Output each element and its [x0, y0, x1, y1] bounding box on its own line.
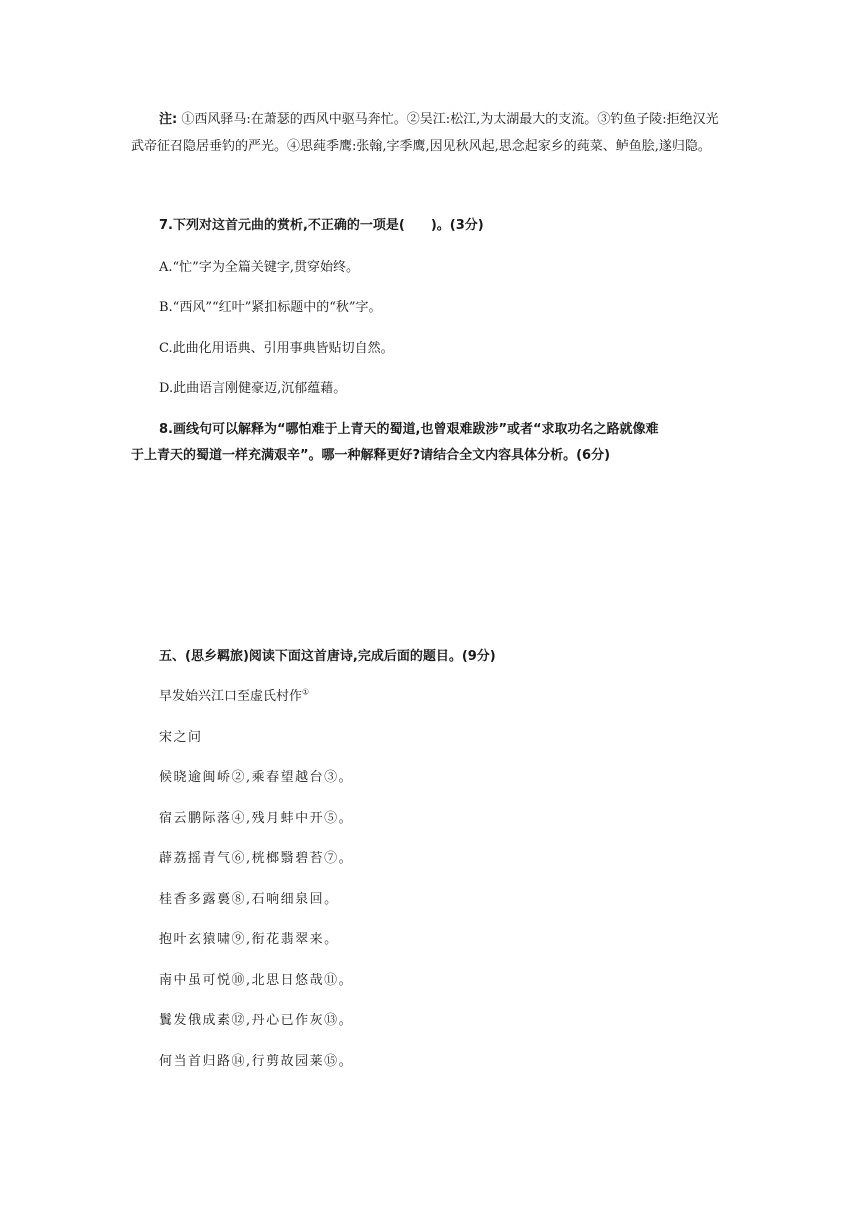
- q8-line-1: 8.画线句可以解释为“哪怕难于上青天的蜀道,也曾艰难跋涉”或者“求取功名之路就像难: [159, 422, 659, 437]
- note-text-1: ①西风驿马:在萧瑟的西风中驱马奔忙。②吴江:松江,为太湖最大的支流。③钓鱼子陵:拒绝汉光: [181, 112, 719, 127]
- poem-line-6: 南中虽可悦⑩,北思日悠哉⑪。: [159, 973, 354, 988]
- poem-line-2: 宿云鹏际落④,残月蚌中开⑤。: [159, 811, 354, 826]
- poem-author: 宋之问: [159, 730, 203, 745]
- poem-line-7: 鬒发俄成素⑫,丹心已作灰⑬。: [159, 1013, 354, 1028]
- poem-title-footnote-mark: ①: [302, 687, 310, 697]
- poem-line-4: 桂香多露裛⑧,石响细泉回。: [159, 892, 339, 907]
- note-label: 注:: [159, 112, 178, 127]
- q7-option-d: D.此曲语言刚健豪迈,沉郁蕴藉。: [159, 381, 347, 396]
- poem-line-3: 薜荔摇青气⑥,桄榔翳碧苔⑦。: [159, 851, 354, 866]
- poem-title-text: 早发始兴江口至虚氏村作: [159, 689, 303, 704]
- note-line-2: 武帝征召隐居垂钓的严光。④思莼季鹰:张翰,字季鹰,因见秋风起,思念起家乡的莼菜、鲈鱼脍,遂归隐。: [131, 139, 711, 154]
- q8-line-2: 于上青天的蜀道一样充满艰辛”。哪一种解释更好?请结合全文内容具体分析。(6分): [131, 448, 611, 463]
- q7-option-c: C.此曲化用语典、引用事典皆贴切自然。: [159, 341, 394, 356]
- note-line-1: [159, 110, 719, 130]
- poem-line-5: 抱叶玄猿啸⑨,衔花翡翠来。: [159, 932, 339, 947]
- poem-line-8: 何当首归路⑭,行剪故园莱⑮。: [159, 1054, 354, 1069]
- q7-option-a: A.“忙”字为全篇关键字,贯穿始终。: [159, 260, 359, 275]
- q7-option-b: B.“西风”“红叶”紧扣标题中的“秋”字。: [159, 300, 382, 315]
- section5-heading: 五、(思乡羁旅)阅读下面这首唐诗,完成后面的题目。(9分): [159, 649, 496, 664]
- q7-stem: 7.下列对这首元曲的赏析,不正确的一项是( )。(3分): [159, 218, 484, 233]
- poem-title: [159, 687, 309, 707]
- poem-line-1: 候晓逾闽峤②,乘春望越台③。: [159, 770, 354, 785]
